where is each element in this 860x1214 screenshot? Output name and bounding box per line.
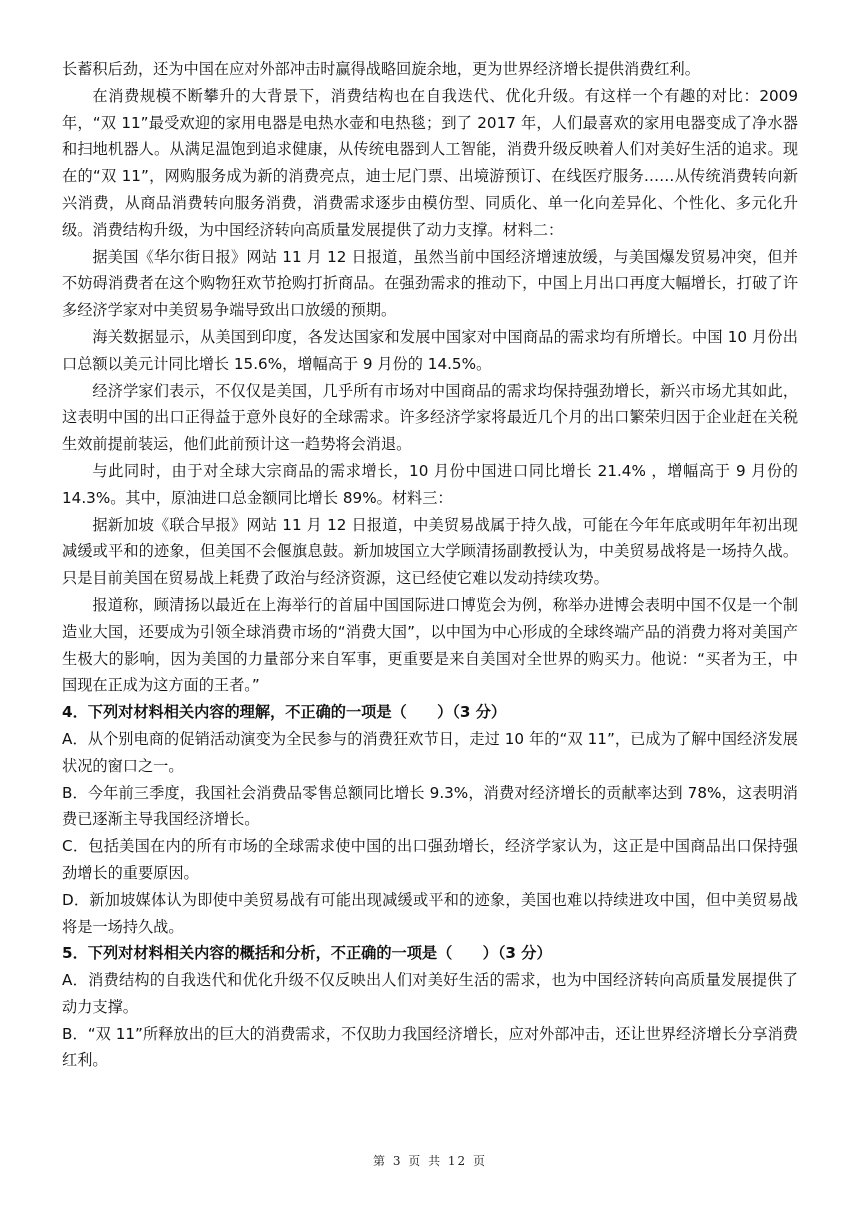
page-footer: 第 3 页 共 12 页 [373, 1154, 487, 1168]
paragraph-7: 据新加坡《联合早报》网站 11 月 12 日报道，中美贸易战属于持久战，可能在今年年底或明年年初出现减缓或平和的迹象，但美国不会偃旗息鼓。新加坡国立大学顾清扬副教授认为，中美贸易战将是一场持久战。只是目前美国在贸易战上耗费了政治与经济资源，这已经使它难以发动持续攻势。 [62, 515, 798, 588]
paragraph-2: 在消费规模不断攀升的大背景下，消费结构也在自我迭代、优化升级。有这样一个有趣的对比：2009 年，“双 11”最受欢迎的家用电器是电热水壶和电热毯；到了 2017 年，人们最喜欢的家用电器变成了净水器和扫地机器人。从满足温饱到追求健康，从传统电器到人工智能，消费升级反映着人们对美好生活的追求。现在的“双 11”，网购服务成为新的消费亮点，迪士尼门票、出境游预订、在线医疗服务……从传统消费转向新兴消费，从商品消费转向服务消费，消费需求逐步由模仿型、同质化、单一化向差异化、个性化、多元化升级。消费结构升级，为中国经济转向高质量发展提供了动力支撑。材料二： [62, 86, 798, 239]
question-4-option-b: B．今年前三季度，我国社会消费品零售总额同比增长 9.3%，消费对经济增长的贡献率达到 78%，这表明消费已逐渐主导我国经济增长。 [62, 783, 798, 829]
paragraph-5: 经济学家们表示，不仅仅是美国，几乎所有市场对中国商品的需求均保持强劲增长，新兴市场尤其如此，这表明中国的出口正得益于意外良好的全球需求。许多经济学家将最近几个月的出口繁荣归因于企业赶在关税生效前提前装运，他们此前预计这一趋势将会消退。 [62, 381, 798, 454]
question-4-option-c: C．包括美国在内的所有市场的全球需求使中国的出口强劲增长，经济学家认为，这正是中国商品出口保持强劲增长的重要原因。 [62, 837, 798, 882]
question-4-stem: 4．下列对材料相关内容的理解，不正确的一项是（ ）（3 分） [62, 703, 507, 722]
paragraph-8: 报道称，顾清扬以最近在上海举行的首届中国国际进口博览会为例，称举办进博会表明中国不仅是一个制造业大国，还要成为引领全球消费市场的“消费大国”，以中国为中心形成的全球终端产品的消费力将对美国产生极大的影响，因为美国的力量部分来自军事，更重要是来自美国对全世界的购买力。他说：“买者为王，中国现在正成为这方面的王者。” [62, 595, 798, 695]
question-5-option-a: A．消费结构的自我迭代和优化升级不仅反映出人们对美好生活的需求，也为中国经济转向高质量发展提供了动力支撑。 [62, 971, 798, 1016]
paragraph-1: 长蓄积后劲，还为中国在应对外部冲击时赢得战略回旋余地，更为世界经济增长提供消费红利。 [62, 60, 700, 78]
paragraph-4: 海关数据显示，从美国到印度，各发达国家和发展中国家对中国商品的需求均有所增长。中国 10 月份出口总额以美元计同比增长 15.6%，增幅高于 9 月份的 14.5%。 [62, 327, 798, 373]
question-4-option-a: A．从个别电商的促销活动演变为全民参与的消费狂欢节日，走过 10 年的“双 11”，已成为了解中国经济发展状况的窗口之一。 [62, 729, 798, 775]
question-5-stem: 5．下列对材料相关内容的概括和分析，不正确的一项是（ ）（3 分） [62, 944, 552, 963]
question-5-option-b: B．“双 11”所释放出的巨大的消费需求，不仅助力我国经济增长，应对外部冲击，还让世界经济增长分享消费红利。 [62, 1024, 798, 1070]
question-4-option-d: D．新加坡媒体认为即使中美贸易战有可能出现减缓或平和的迹象，美国也难以持续进攻中国，但中美贸易战将是一场持久战。 [62, 890, 798, 936]
paragraph-3: 据美国《华尔街日报》网站 11 月 12 日报道，虽然当前中国经济增速放缓，与美国爆发贸易冲突，但并不妨碍消费者在这个购物狂欢节抢购打折商品。在强劲需求的推动下，中国上月出口再度大幅增长，打破了许多经济学家对中美贸易争端导致出口放缓的预期。 [62, 247, 798, 320]
paragraph-6: 与此同时，由于对全球大宗商品的需求增长，10 月份中国进口同比增长 21.4% ，增幅高于 9 月份的 14.3%。其中，原油进口总金额同比增长 89%。材料三： [62, 461, 798, 507]
page-content [62, 56, 798, 1074]
